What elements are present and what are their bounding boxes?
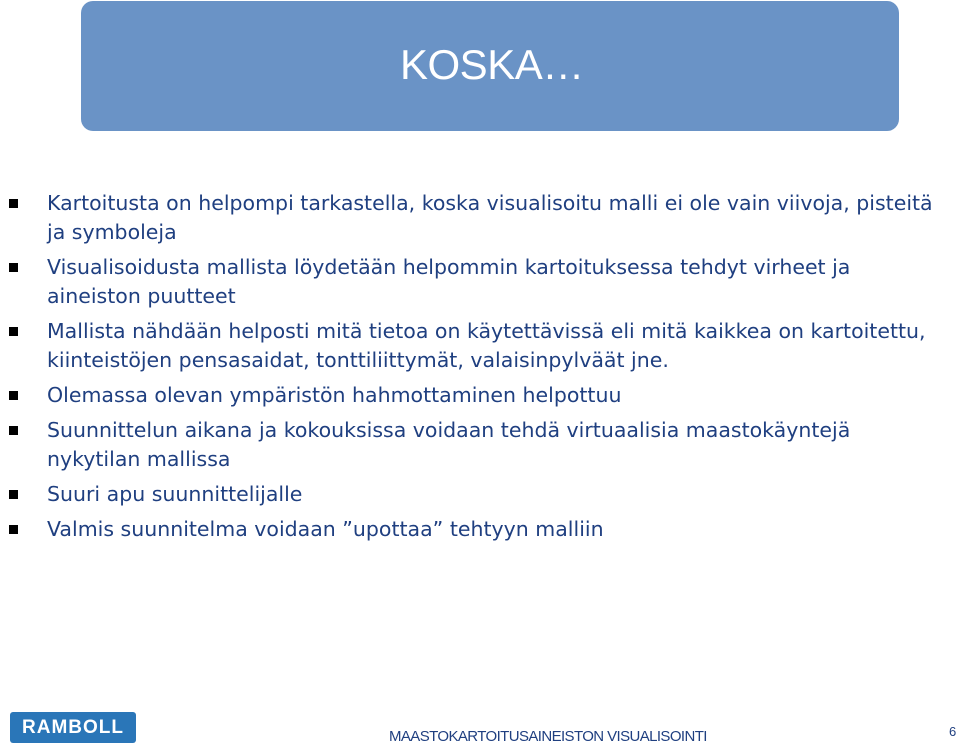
- square-bullet-icon: [9, 525, 18, 534]
- square-bullet-icon: [9, 199, 18, 208]
- bullet-text: Kartoitusta on helpompi tarkastella, koska visualisoitu malli ei ole vain viivoja, pisteitä ja symboleja: [47, 191, 933, 244]
- bullet-item: [0, 317, 937, 375]
- bullet-item: [0, 416, 937, 474]
- logo-text: RAMBOLL: [22, 716, 124, 738]
- bullet-item: [0, 189, 937, 247]
- slide-title-box: [81, 1, 899, 131]
- square-bullet-icon: [9, 391, 18, 400]
- bullet-item: [0, 480, 937, 509]
- page-number: 6: [949, 724, 957, 739]
- bullet-list: [0, 189, 960, 550]
- footer-presentation-title: MAASTOKARTOITUSAINEISTON VISUALISOINTI: [389, 728, 707, 745]
- square-bullet-icon: [9, 263, 18, 272]
- square-bullet-icon: [9, 490, 18, 499]
- bullet-item: [0, 381, 937, 410]
- slide-title: KOSKA…: [400, 41, 584, 88]
- bullet-text: Mallista nähdään helposti mitä tietoa on käytettävissä eli mitä kaikkea on kartoitettu, kiinteistöjen pensasaidat, tonttiliittymät, valaisinpylväät jne.: [47, 319, 926, 372]
- bullet-text: Visualisoidusta mallista löydetään helpommin kartoituksessa tehdyt virheet ja aineiston puutteet: [47, 255, 851, 308]
- bullet-text: Valmis suunnitelma voidaan ”upottaa” tehtyyn malliin: [47, 517, 604, 541]
- ramboll-logo: [10, 712, 136, 743]
- square-bullet-icon: [9, 426, 18, 435]
- square-bullet-icon: [9, 327, 18, 336]
- bullet-text: Suuri apu suunnittelijalle: [47, 482, 303, 506]
- bullet-item: [0, 253, 937, 311]
- bullet-text: Suunnittelun aikana ja kokouksissa voidaan tehdä virtuaalisia maastokäyntejä nykytilan mallissa: [47, 418, 851, 471]
- bullet-text: Olemassa olevan ympäristön hahmottaminen helpottuu: [47, 383, 622, 407]
- bullet-item: [0, 515, 937, 544]
